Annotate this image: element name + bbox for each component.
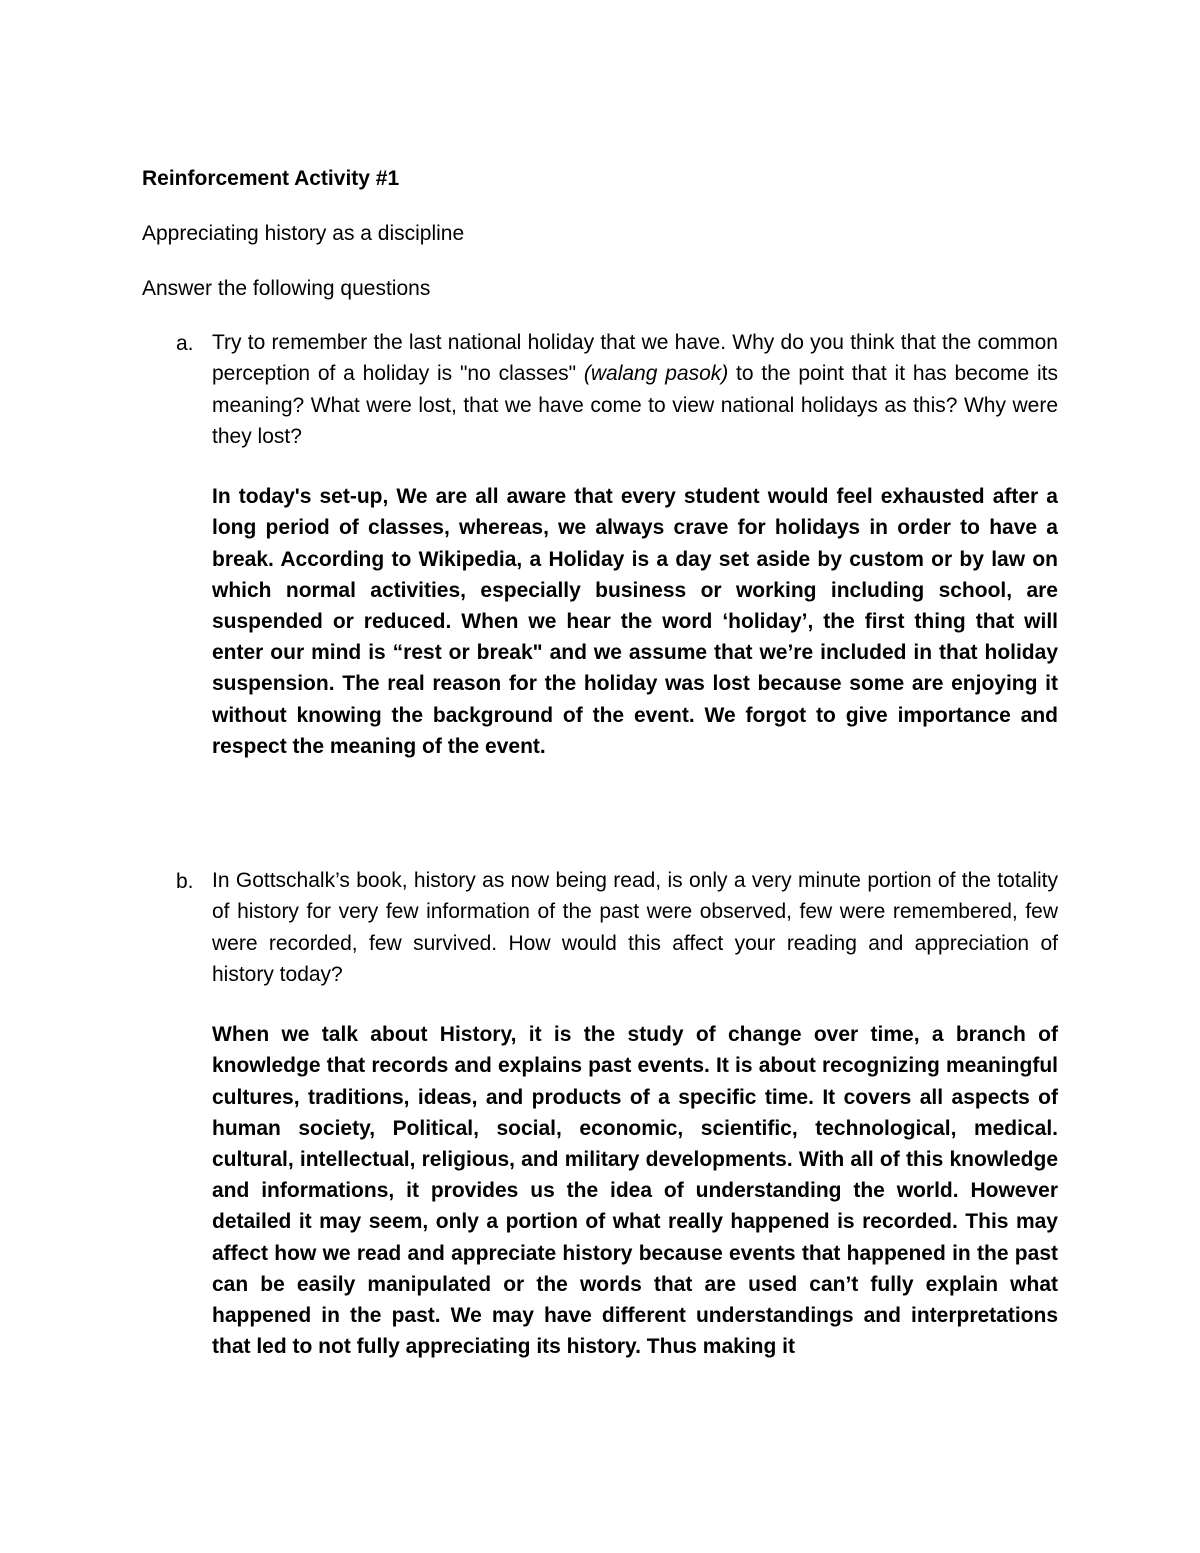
question-b [212, 865, 1058, 1362]
answer-b: When we talk about History, it is the study of change over time, a branch of knowledge that records and explains past events. It is about recognizing meaningful cultures, traditions, ideas, and products of a specific time. It covers all aspects of human society, Political, social, economic, scientific, technological, medical. cultural, intellectual, religious, and military developments. With all of this knowledge and informations, it provides us the idea of understanding the world. However detailed it may seem, only a portion of what really happened is recorded. This may affect how we read and appreciate history because events that happened in the past can be easily manipulated or the words that are used can’t fully explain what happened in the past. We may have different understandings and interpretations that led to not fully appreciating its history. Thus making it [212, 1023, 1058, 1359]
question-a-text [212, 327, 1058, 452]
page-subtitle: Appreciating history as a discipline [142, 222, 465, 245]
question-a-text-start: Try to remember the last national holiday that we have. Why do you think that the common perception of a holiday is "no classes" [212, 331, 1058, 386]
question-a-text-italic: (walang pasok) [583, 362, 729, 386]
question-b-text: In Gottschalk’s book, history as now being read, is only a very minute portion of the totality of history for very few information of the past were observed, few were remembered, few were recorded, few survived. How would this affect your reading and appreciation of history today? [212, 869, 1058, 986]
question-marker-a: a. [176, 332, 194, 355]
answer-a: In today's set-up, We are all aware that every student would feel exhausted after a long period of classes, whereas, we always crave for holidays in order to have a break. According to Wikipedia, a Holiday is a day set aside by custom or by law on which normal activities, especially business or working including school, are suspended or reduced. When we hear the word ‘holiday’, the first thing that will enter our mind is “rest or break" and we assume that we’re included in that holiday suspension. The real reason for the holiday was lost because some are enjoying it without knowing the background of the event. We forgot to give importance and respect the meaning of the event. [212, 485, 1058, 758]
question-a [212, 327, 1058, 762]
question-a-text-end: to the point that it has become its meaning? What were lost, that we have come to view national holidays as this? Why were they lost? [212, 362, 1058, 448]
question-marker-b: b. [176, 870, 194, 893]
instruction-text: Answer the following questions [142, 277, 431, 300]
page-title: Reinforcement Activity #1 [142, 167, 400, 190]
